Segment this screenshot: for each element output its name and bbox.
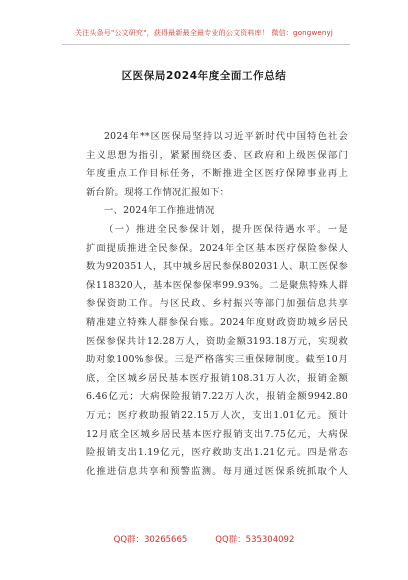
paragraph-line: 新台阶。现将工作情况汇报如下： [86, 186, 230, 198]
paragraph-line: 参保资助工作。与区民政、乡村振兴等部门加强信息共享 [86, 298, 348, 310]
paragraph-line: 精准建立特殊人群参保台账。2024年度财政资助城乡居民 [86, 316, 348, 328]
paragraph-line: 化推进信息共享和预警监测。每月通过医保系统抓取个人 [86, 465, 348, 477]
paragraph-line: 主义思想为指引，紧紧围绕区委、区政府和上级医保部门 [86, 149, 348, 161]
paragraph-line: 助对象100%参保。三是严格落实三重保障制度。截至10月 [86, 354, 348, 366]
paragraph-line: 医保参保共计12.28万人，资助金额3193.18万元，实现救 [86, 335, 348, 347]
section-heading: 一、2024年工作推进情况 [104, 205, 215, 217]
footer-qq-group-2: QQ群：535304092 [215, 535, 295, 545]
paragraph-line: 底，全区城乡居民基本医疗报销108.31万人次，报销金额 [86, 372, 348, 384]
document-body [86, 128, 348, 481]
paragraph-line: 险报销支出1.19亿元，医疗救助支出1.21亿元。四是常态 [86, 447, 348, 459]
document-title: 区医保局2024年度全面工作总结 [121, 70, 287, 82]
paragraph-line: 12月底全区城乡居民基本医疗报销支出7.75亿元，大病保 [86, 428, 348, 440]
header-divider [62, 44, 350, 45]
paragraph-line: 年度重点工作目标任务，不断推进全区医疗保障事业再上 [86, 168, 348, 180]
paragraph-line: 6.46亿元；大病保险报销7.22万人次，报销金额9942.80 [86, 391, 348, 403]
header-banner: 关注头条号"公文研究"，获得最新最全最专业的公文资料库！ 微信：gongwenyj [74, 29, 334, 37]
paragraph-line: 万元；医疗救助报销22.15万人次，支出1.01亿元。预计 [86, 409, 348, 421]
paragraph-line: 保118320人，基本医保参保率99.93%。二是聚焦特殊人群 [86, 279, 348, 291]
paragraph-line: （一）推进全民参保计划，提升医保待遇水平。一是 [104, 223, 348, 235]
paragraph-line: 扩面提质推进全民参保。2024年全区基本医疗保险参保人 [86, 242, 348, 254]
footer-contact [0, 533, 408, 545]
footer-qq-group-1: QQ群：30265665 [113, 535, 188, 545]
paragraph-line: 2024年**区医保局坚持以习近平新时代中国特色社会 [104, 131, 348, 142]
paragraph-line: 数为920351人，其中城乡居民参保802031人、职工医保参 [86, 261, 348, 273]
